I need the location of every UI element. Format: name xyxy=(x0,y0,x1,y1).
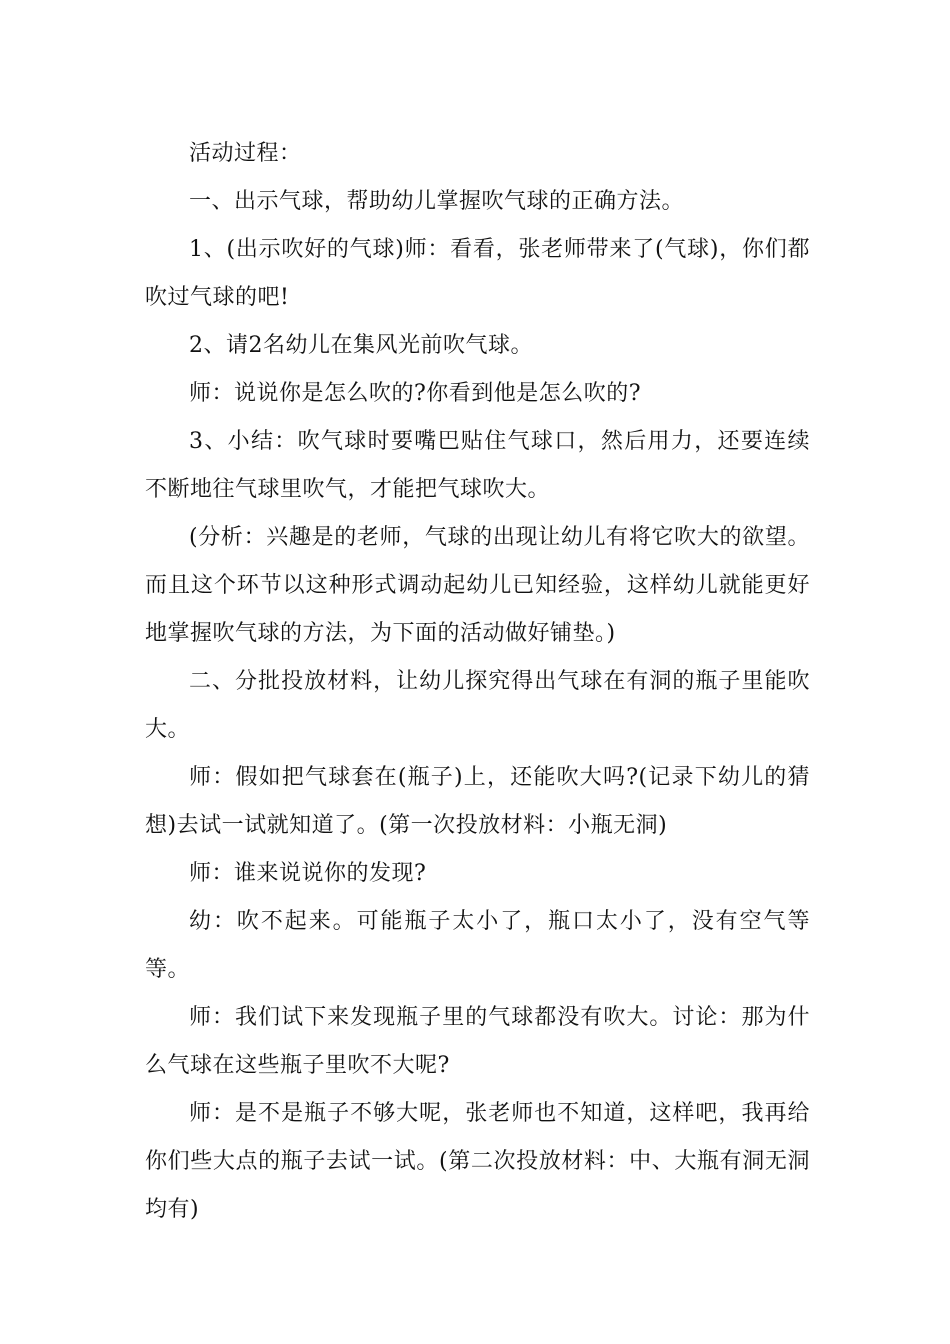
paragraph: 2、请2名幼儿在集风光前吹气球。 xyxy=(189,333,533,358)
paragraph: 3、小结：吹气球时要嘴巴贴住气球口，然后用力，还要连续不断地往气球里吹气，才能把气球吹大。 xyxy=(145,429,810,502)
paragraph-analysis: (分析：兴趣是的老师，气球的出现让幼儿有将它吹大的欲望。而且这个环节以这种形式调动起幼儿已知经验，这样幼儿就能更好地掌握吹气球的方法，为下面的活动做好铺垫。) xyxy=(145,525,810,646)
paragraph-section-1: 一、出示气球，帮助幼儿掌握吹气球的正确方法。 xyxy=(189,189,685,214)
paragraph-section-2: 二、分批投放材料，让幼儿探究得出气球在有洞的瓶子里能吹大。 xyxy=(145,669,810,742)
paragraph: 师：说说你是怎么吹的?你看到他是怎么吹的? xyxy=(189,381,642,406)
paragraph: 师：我们试下来发现瓶子里的气球都没有吹大。讨论：那为什么气球在这些瓶子里吹不大呢? xyxy=(145,1005,810,1078)
paragraph: 师：假如把气球套在(瓶子)上，还能吹大吗?(记录下幼儿的猜想)去试一试就知道了。(第一次投放材料：小瓶无洞) xyxy=(145,765,810,838)
paragraph: 师：是不是瓶子不够大呢，张老师也不知道，这样吧，我再给你们些大点的瓶子去试一试。(第二次投放材料：中、大瓶有洞无洞均有) xyxy=(145,1101,810,1222)
paragraph: 幼：吹不起来。可能瓶子太小了，瓶口太小了，没有空气等等。 xyxy=(145,909,810,982)
paragraph-heading: 活动过程： xyxy=(189,141,302,166)
paragraph: 师：谁来说说你的发现? xyxy=(189,861,427,886)
document-body xyxy=(145,130,810,1234)
paragraph: 1、(出示吹好的气球)师：看看，张老师带来了(气球)，你们都吹过气球的吧! xyxy=(145,237,810,310)
